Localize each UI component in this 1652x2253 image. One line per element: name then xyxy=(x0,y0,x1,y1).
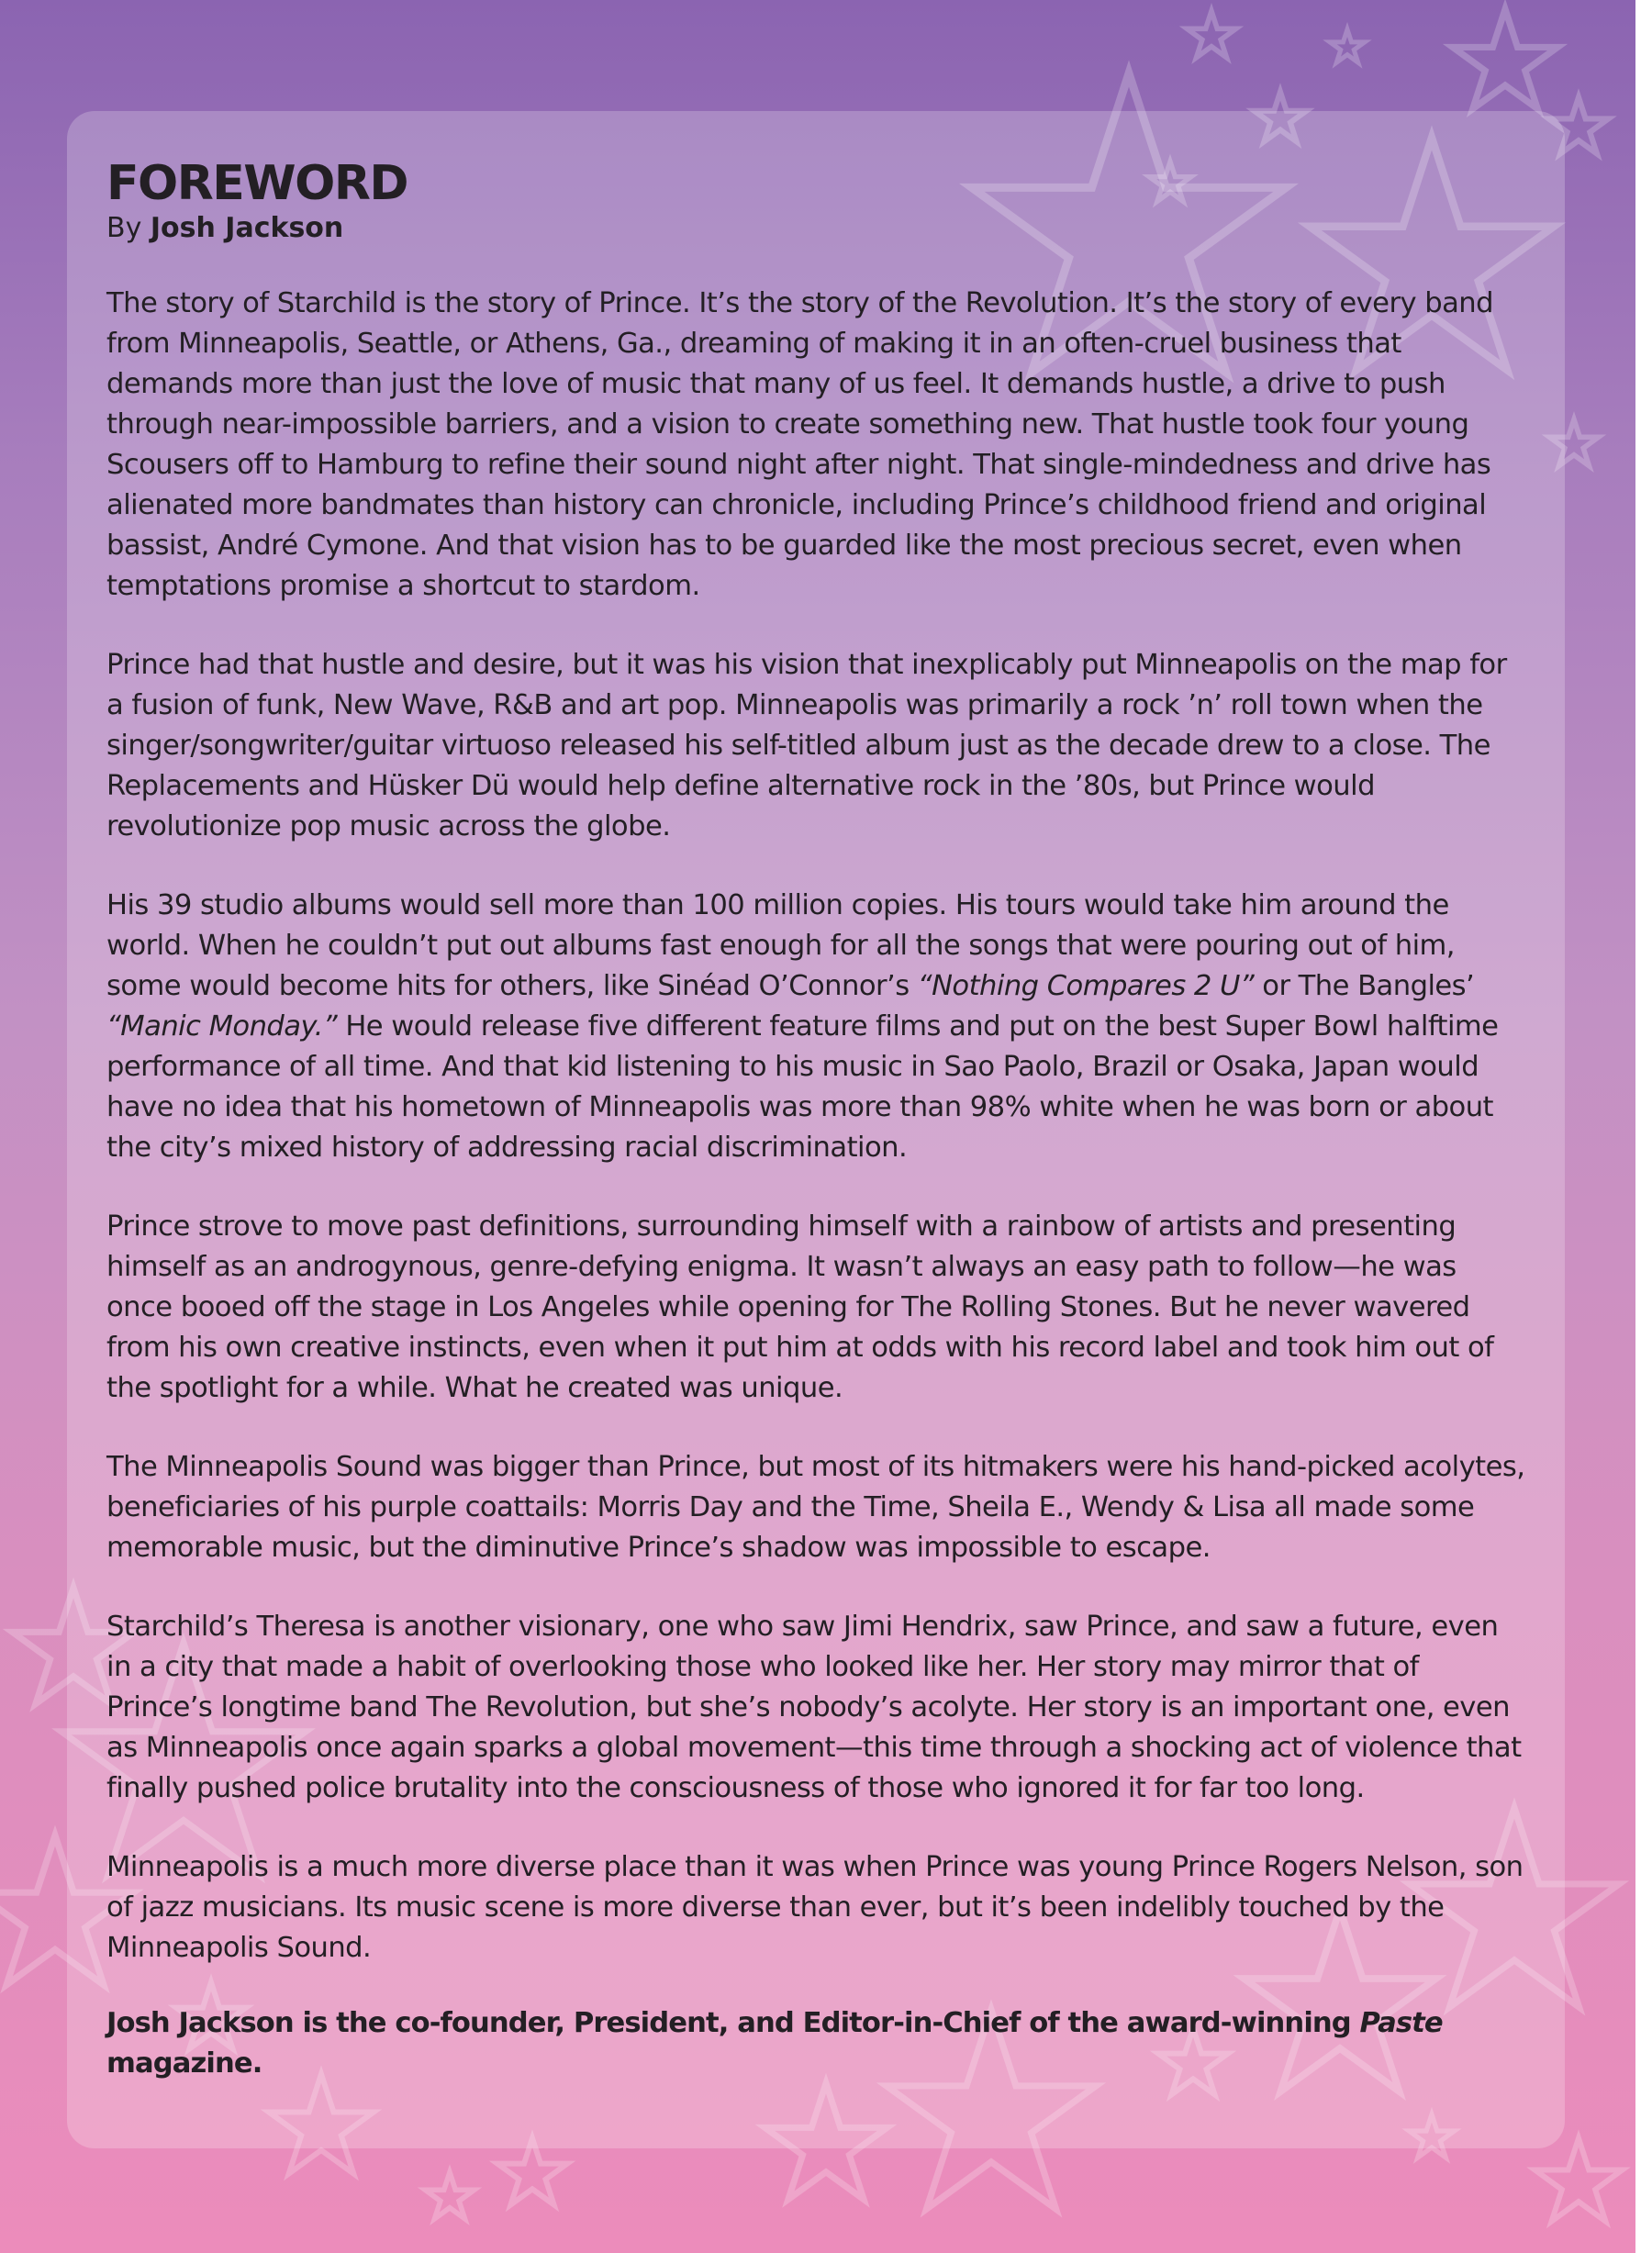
paragraph-6: Starchild’s Theresa is another visionary, one who saw Jimi Hendrix, saw Prince, and saw a future, even in a city that made a habit of overlooking those who looked like her. Her story may mirror that of Prince’s longtime band The Revolution, but she’s nobody’s acolyte. Her story is an important one, even as Minneapolis once again sparks a global movement—this time through a shocking act of violence that finally pushed police brutality into the consciousness of those who ignored it for far too long. xyxy=(106,1611,1522,1804)
paragraph-1: The story of Starchild is the story of Prince. It’s the story of the Revolution. It’s the story of every band from Minneapolis, Seattle, or Athens, Ga., dreaming of making it in an often-cruel business that demands more than just the love of music that many of us feel. It demands hustle, a drive to push through near-impossible barriers, and a vision to create something new. That hustle took four young Scousers off to Hamburg to refine their sound night after night. That single-mindedness and drive has alienated more bandmates than history can chronicle, including Prince’s childhood friend and original bassist, André Cymone. And that vision has to be guarded like the most precious secret, even when temptations promise a shortcut to stardom. xyxy=(106,287,1493,602)
paragraph-3-part-c: He would release five different feature films and put on the best Super Bowl halftime performance of all time. And that kid listening to his music in Sao Paolo, Brazil or Osaka, Japan would have no idea that his hometown of Minneapolis was more than 98% white when he was born or about the city’s mixed history of addressing racial discrimination. xyxy=(106,1010,1499,1164)
byline-author: Josh Jackson xyxy=(150,212,344,244)
author-bio-text-b: magazine. xyxy=(106,2047,262,2080)
page-edge xyxy=(1635,0,1652,2253)
magazine-name: Paste xyxy=(1359,2007,1443,2039)
paragraph-2: Prince had that hustle and desire, but it was his vision that inexplicably put Minneapolis on the map for a fusion of funk, New Wave, R&B and art pop. Minneapolis was primarily a rock ’n’ roll town when the singer/songwriter/guitar virtuoso released his self-titled album just as the decade drew to a close. The Replacements and Hüsker Dü would help define alternative rock in the ’80s, but Prince would revolutionize pop music across the globe. xyxy=(106,649,1507,842)
byline xyxy=(106,210,1526,247)
foreword-title: FOREWORD xyxy=(106,156,408,211)
paragraph-3 xyxy=(106,886,1526,1168)
paragraph-3-part-b: or The Bangles’ xyxy=(1254,970,1475,1002)
paragraph-4: Prince strove to move past definitions, surrounding himself with a rainbow of artists and presenting himself as an androgynous, genre-defying enigma. It wasn’t always an easy path to follow—he was once booed off the stage in Los Angeles while opening for The Rolling Stones. But he never wavered from his own creative instincts, even when it put him at odds with his record label and took him out of the spotlight for a while. What he created was unique. xyxy=(106,1210,1494,1404)
paragraph-5: The Minneapolis Sound was bigger than Prince, but most of its hitmakers were his hand-picked acolytes, beneficiaries of his purple coattails: Morris Day and the Time, Sheila E., Wendy & Lisa all made some memorable music, but the diminutive Prince’s shadow was impossible to escape. xyxy=(106,1451,1525,1564)
song-title-nothing-compares: “Nothing Compares 2 U” xyxy=(917,970,1255,1002)
song-title-manic-monday: “Manic Monday.” xyxy=(106,1010,338,1043)
author-bio-text-a: Josh Jackson is the co-founder, President, and Editor-in-Chief of the award-winning xyxy=(106,2007,1360,2039)
author-bio xyxy=(106,2003,1526,2084)
paragraph-3-part-a: His 39 studio albums would sell more than 100 million copies. His tours would take him around the world. When he couldn’t put out albums fast enough for all the songs that were pouring out of him, some would become hits for others, like Sinéad O’Connor’s xyxy=(106,889,1455,1002)
paragraph-7: Minneapolis is a much more diverse place than it was when Prince was young Prince Rogers Nelson, son of jazz musicians. Its music scene is more diverse than ever, but it’s been indelibly touched by the Minneapolis Sound. xyxy=(106,1851,1524,1964)
foreword-panel xyxy=(67,111,1565,2148)
byline-prefix: By xyxy=(106,212,151,244)
